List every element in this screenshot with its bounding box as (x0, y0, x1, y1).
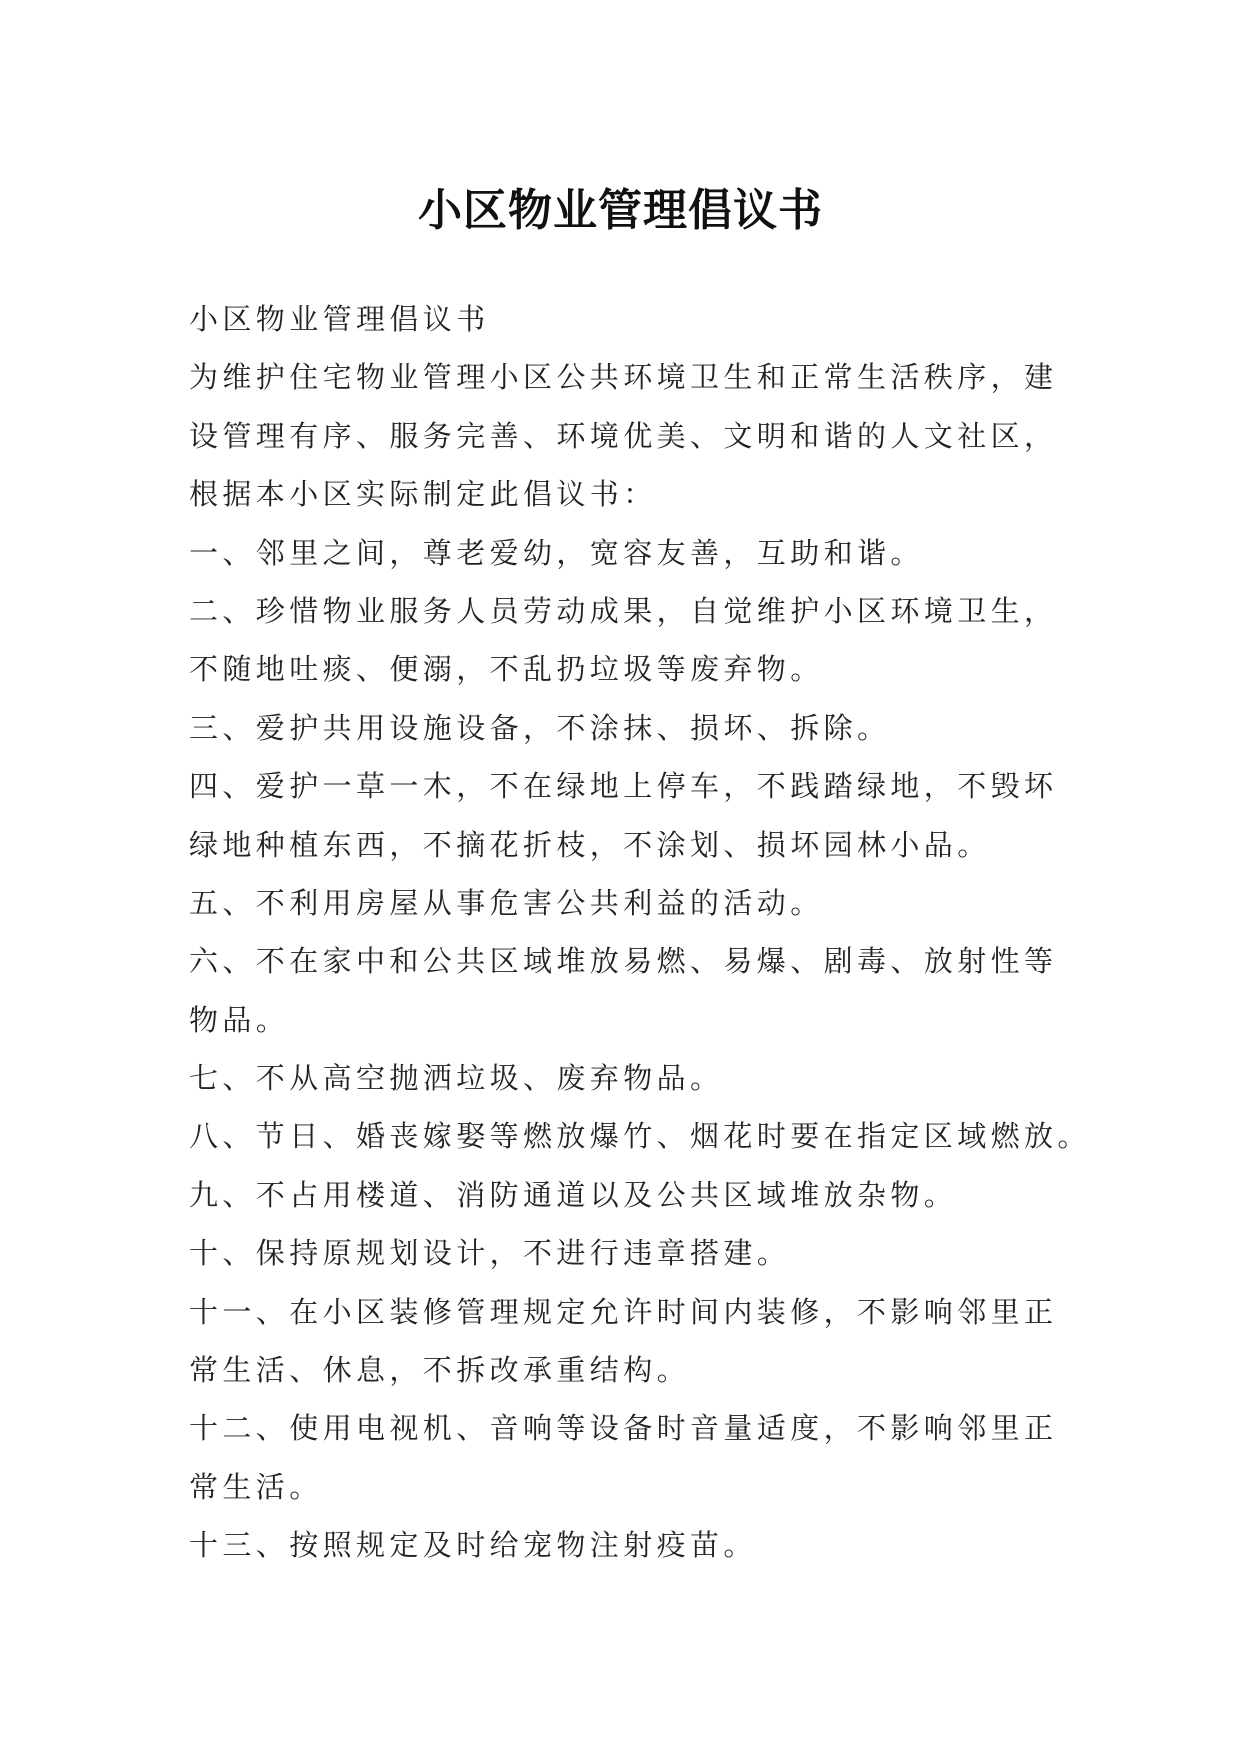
body-line: 九、不占用楼道、消防通道以及公共区域堆放杂物。 (189, 1177, 958, 1212)
document-body (189, 290, 1091, 1575)
body-line: 根据本小区实际制定此倡议书： (189, 477, 657, 512)
body-line: 四、爱护一草一木，不在绿地上停车，不践踏绿地，不毁坏 (189, 769, 1058, 804)
document-title: 小区物业管理倡议书 (418, 185, 823, 237)
body-line: 十二、使用电视机、音响等设备时音量适度，不影响邻里正 (189, 1411, 1058, 1446)
body-line: 绿地种植东西，不摘花折枝，不涂划、损坏园林小品。 (189, 827, 991, 862)
body-line: 五、不利用房屋从事危害公共利益的活动。 (189, 885, 824, 920)
body-line: 十三、按照规定及时给宠物注射疫苗。 (189, 1528, 757, 1563)
body-line: 十、保持原规划设计，不进行违章搭建。 (189, 1236, 791, 1271)
body-line: 二、珍惜物业服务人员劳动成果，自觉维护小区环境卫生， (189, 593, 1058, 628)
body-line: 七、不从高空抛洒垃圾、废弃物品。 (189, 1061, 724, 1096)
body-line: 十一、在小区装修管理规定允许时间内装修，不影响邻里正 (189, 1294, 1058, 1329)
body-line: 小区物业管理倡议书 (189, 302, 490, 336)
body-line: 六、不在家中和公共区域堆放易燃、易爆、剧毒、放射性等 (189, 944, 1058, 979)
body-line: 三、爱护共用设施设备，不涂抹、损坏、拆除。 (189, 710, 891, 745)
body-line: 常生活。 (189, 1469, 323, 1504)
body-line: 常生活、休息，不拆改承重结构。 (189, 1353, 691, 1388)
body-line: 为维护住宅物业管理小区公共环境卫生和正常生活秩序，建 (189, 360, 1058, 395)
body-line: 不随地吐痰、便溺，不乱扔垃圾等废弃物。 (189, 652, 824, 687)
body-line: 物品。 (189, 1002, 290, 1037)
body-line: 八、节日、婚丧嫁娶等燃放爆竹、烟花时要在指定区域燃放。 (189, 1119, 1091, 1154)
body-line: 设管理有序、服务完善、环境优美、文明和谐的人文社区， (189, 418, 1058, 453)
body-line: 一、邻里之间，尊老爱幼，宽容友善，互助和谐。 (189, 535, 924, 570)
